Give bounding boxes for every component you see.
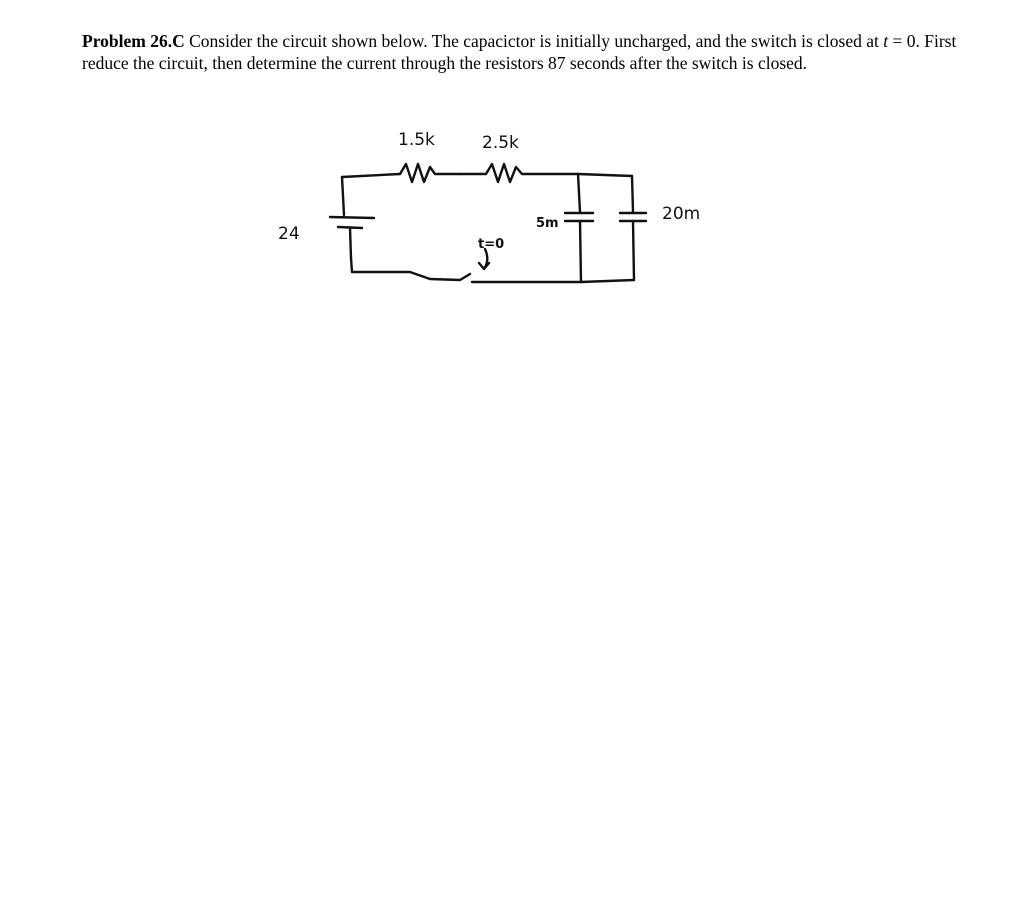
problem-label: Problem 26.C [82, 31, 185, 51]
resistor-1-symbol [400, 164, 460, 182]
capacitor-1-symbol [565, 174, 593, 282]
capacitor-2-label: 20m [662, 204, 701, 224]
bottom-wire-left [351, 258, 460, 280]
switch-label: t=0 [478, 237, 505, 252]
capacitor-1-label: 5m [536, 216, 559, 231]
problem-text-2: = 0. First reduce the circuit, then determine the current through the resistors 87 seconds after the switch is closed. [82, 31, 957, 73]
switch-arrow [479, 249, 489, 269]
problem-statement [82, 31, 982, 74]
resistor-1-label: 1.5k [398, 130, 435, 150]
top-wire-right [578, 174, 632, 176]
top-wire-left [342, 174, 400, 177]
circuit-diagram [260, 112, 730, 307]
problem-text-1: Consider the circuit shown below. The capacictor is initially uncharged, and the switch is closed at [189, 31, 884, 51]
resistor-2-label: 2.5k [482, 133, 519, 153]
bottom-wire-right [472, 280, 634, 282]
time-variable: t [883, 31, 889, 51]
capacitor-2-symbol [620, 176, 646, 280]
battery-label: 24 [278, 224, 300, 244]
resistor-2-symbol [460, 164, 578, 182]
battery-symbol [330, 177, 374, 258]
switch-arm [460, 274, 470, 280]
circuit-svg [260, 112, 730, 307]
